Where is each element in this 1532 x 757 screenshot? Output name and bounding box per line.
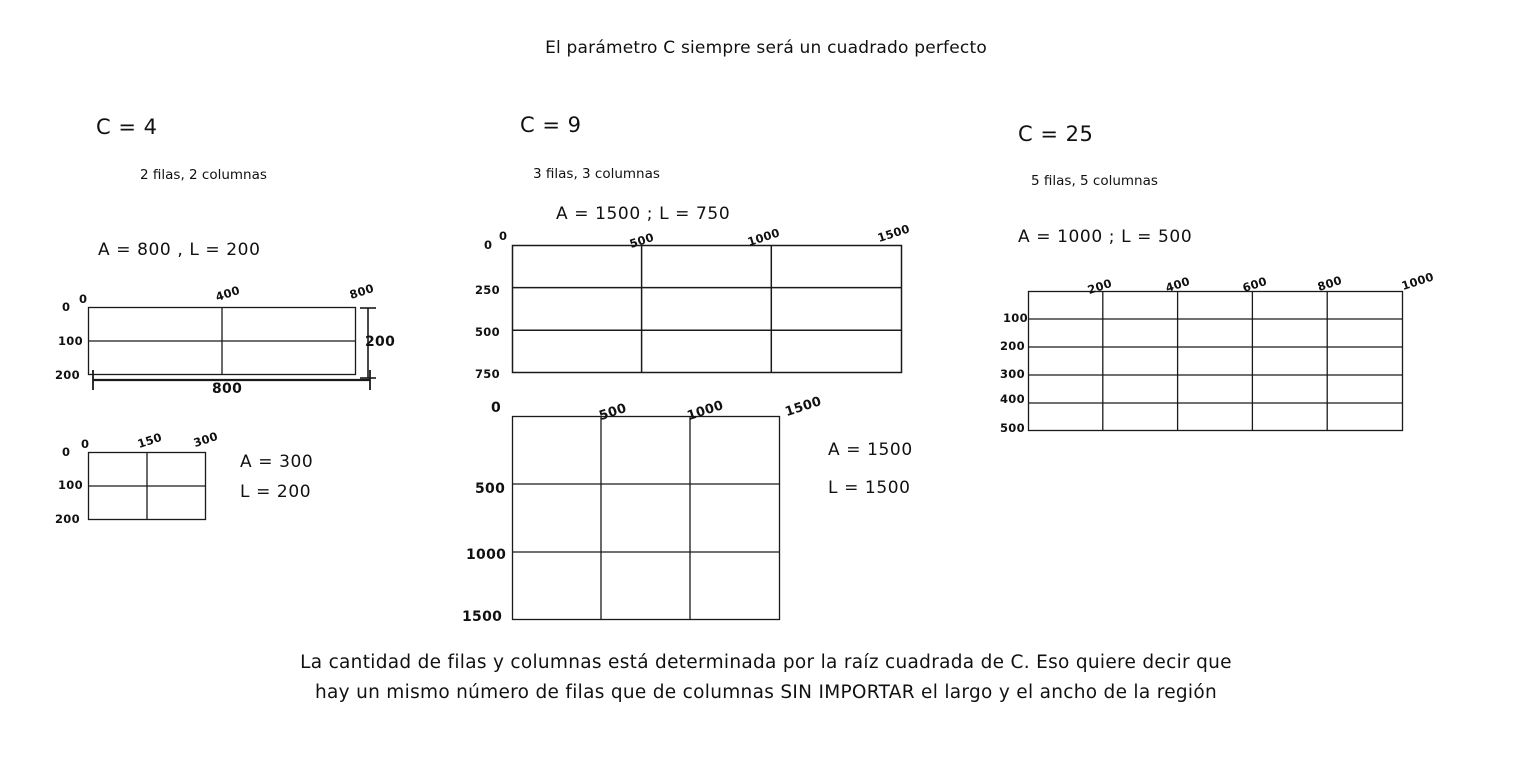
annotation-c4-grid2-a: A = 300 (240, 452, 314, 472)
tick-c9-b-top-2: 1000 (685, 398, 726, 424)
grid-c25 (1028, 291, 1403, 431)
tick-c9-b-left-2: 1000 (466, 547, 507, 563)
tick-c4-a-left-2: 200 (55, 368, 80, 382)
tick-c4-b-top-1: 150 (135, 429, 164, 451)
tick-c9-b-top-1: 500 (597, 401, 629, 424)
tick-c9-a-left-1: 250 (475, 283, 500, 297)
tick-c9-a-top-1: 500 (627, 229, 656, 251)
grid-c4-b-svg (88, 452, 206, 520)
example-subtitle-c25: 5 filas, 5 columnas (1031, 173, 1158, 189)
tick-c4-a-left-0: 0 (62, 300, 71, 314)
label-c4-a-width: 800 (212, 381, 243, 397)
tick-c4-b-top-2: 300 (191, 428, 220, 450)
tick-c9-b-left-3: 1500 (462, 609, 503, 625)
tick-c4-b-left-0: 0 (62, 445, 71, 459)
annotation-c9-grid2-a: A = 1500 (828, 440, 913, 460)
tick-c9-a-top-0: 0 (499, 229, 508, 243)
annotation-c25-grid1: A = 1000 ; L = 500 (1018, 227, 1193, 247)
example-heading-c9: C = 9 (520, 113, 582, 137)
example-subtitle-c9: 3 filas, 3 columnas (533, 166, 660, 182)
tick-c25-top-0: 200 (1085, 275, 1114, 297)
example-subtitle-c4: 2 filas, 2 columnas (140, 167, 267, 183)
grid-c9-a-svg (512, 245, 902, 373)
footer-line-2: hay un mismo número de filas que de columnas SIN IMPORTAR el largo y el ancho de la región (314, 682, 1218, 703)
tick-c4-b-left-1: 100 (58, 478, 83, 492)
tick-c25-top-4: 1000 (1399, 269, 1436, 293)
tick-c25-top-3: 800 (1315, 272, 1344, 294)
tick-c9-b-left-1: 500 (475, 481, 506, 497)
grid-c9-b (512, 416, 780, 620)
label-c4-a-height: 200 (365, 334, 396, 350)
annotation-c9-grid2-l: L = 1500 (828, 478, 911, 498)
tick-c9-b-top-3: 1500 (783, 394, 824, 420)
tick-c9-a-left-0: 0 (484, 238, 493, 252)
tick-c9-a-top-2: 1000 (745, 225, 782, 249)
footer-line-1: La cantidad de filas y columnas está determinada por la raíz cuadrada de C. Eso quiere decir que (300, 652, 1232, 673)
tick-c4-b-left-2: 200 (55, 512, 80, 526)
tick-c25-top-2: 600 (1240, 273, 1269, 295)
tick-c9-a-left-3: 750 (475, 367, 500, 381)
tick-c4-a-top-0: 0 (79, 292, 88, 306)
tick-c4-a-left-1: 100 (58, 334, 83, 348)
tick-c25-left-2: 300 (1000, 367, 1025, 381)
example-heading-c25: C = 25 (1018, 122, 1094, 146)
tick-c25-left-1: 200 (1000, 339, 1025, 353)
tick-c25-left-0: 100 (1003, 311, 1028, 325)
page-title: El parámetro C siempre será un cuadrado perfecto (545, 38, 987, 58)
tick-c25-left-3: 400 (1000, 392, 1025, 406)
tick-c4-b-top-0: 0 (81, 437, 90, 451)
example-heading-c4: C = 4 (96, 115, 158, 139)
grid-c9-b-svg (512, 416, 780, 620)
annotation-c4-grid1: A = 800 , L = 200 (98, 240, 261, 260)
tick-c25-top-1: 400 (1163, 273, 1192, 295)
tick-c25-left-4: 500 (1000, 421, 1025, 435)
annotation-c9-grid1: A = 1500 ; L = 750 (556, 204, 731, 224)
tick-c9-a-top-3: 1500 (875, 221, 912, 245)
tick-c4-a-top-2: 800 (347, 280, 376, 302)
grid-c25-svg (1028, 291, 1403, 431)
grid-c9-a (512, 245, 902, 373)
grid-c4-b (88, 452, 206, 520)
annotation-c4-grid2-l: L = 200 (240, 482, 312, 502)
tick-c4-a-top-1: 400 (213, 282, 242, 304)
tick-c9-b-top-0: 0 (491, 400, 502, 416)
tick-c9-a-left-2: 500 (475, 325, 500, 339)
